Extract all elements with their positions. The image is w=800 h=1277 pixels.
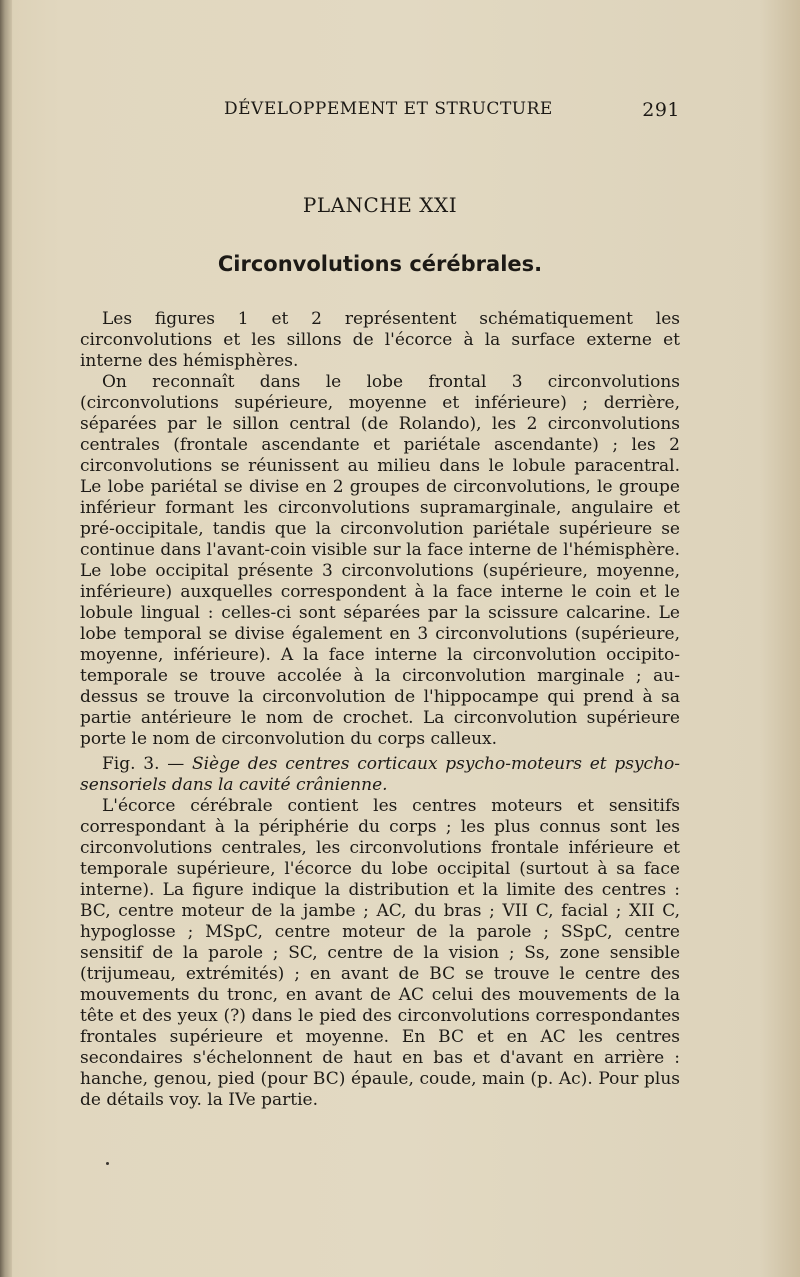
page-number: 291 [642, 99, 680, 121]
plate-title: PLANCHE XXI [302, 193, 458, 217]
running-title: DÉVELOPPEMENT ET STRUCTURE [224, 99, 553, 119]
figure-3-caption [80, 754, 680, 796]
figure-3-title: Siège des centres corticaux psycho-moteurs et psycho-sensoriels dans la cavité crânienne. [80, 754, 681, 795]
section-title: Circonvolutions cérébrales. [217, 252, 543, 276]
paragraph-figures-intro: Les figures 1 et 2 représentent schématiquement les circonvolutions et les sillons de l'écorce à la surface externe et interne des hémisphères. [80, 309, 680, 371]
body-text [80, 309, 680, 1111]
paragraph-cortical-centres: L'écorce cérébrale contient les centres moteurs et sensitifs correspondant à la périphérie du corps ; les plus connus sont les circonvolutions centrales, les circonvolutions frontale inférieure et temporale supérieure, l'écorce du lobe occipital (surtout à sa face interne). La figure indique la distribution et la limite des centres : BC, centre moteur de la jambe ; AC, du bras ; VII C, facial ; XII C, hypoglosse ; MSpC, centre moteur de la parole ; SSpC, centre sensitif de la parole ; SC, centre de la vision ; Ss, zone sensible (trijumeau, extrémités) ; en avant de BC se trouve le centre des mouvements du tronc, en avant de AC celui des mouvements de la tête et des yeux (?) dans le pied des circonvolutions correspondantes frontales supérieure et moyenne. En BC et en AC les centres secondaires s'échelonnent de haut en bas et d'avant en arrière : hanche, genou, pied (pour BC) épaule, coude, main (p. Ac). Pour plus de détails voy. la IVe partie. [80, 796, 680, 1110]
figure-3-label: Fig. 3. — [102, 754, 185, 774]
ink-speck [106, 1162, 109, 1165]
running-head [80, 99, 680, 123]
paragraph-lobes: On reconnaît dans le lobe frontal 3 circonvolutions (circonvolutions supérieure, moyenne et inférieure) ; derrière, séparées par le sillon central (de Rolando), les 2 circonvolutions centrales (frontale ascendante et pariétale ascendante) ; les 2 circonvolutions se réunissent au milieu dans le lobule paracentral. Le lobe pariétal se divise en 2 groupes de circonvolutions, le groupe inférieur formant les circonvolutions supramarginale, angulaire et pré-occipitale, tandis que la circonvolution pariétale supérieure se continue dans l'avant-coin visible sur la face interne de l'hémisphère. Le lobe occipital présente 3 circonvolutions (supérieure, moyenne, inférieure) auxquelles correspondent à la face interne le coin et le lobule lingual : celles-ci sont séparées par la scissure calcarine. Le lobe temporal se divise également en 3 circonvolutions (supérieure, moyenne, inférieure). A la face interne la circonvolution occipito-temporale se trouve accolée à la circonvolution marginale ; au-dessus se trouve la circonvolution de l'hippocampe qui prend à sa partie antérieure le nom de crochet. La circonvolution supérieure porte le nom de circonvolution du corps calleux. [80, 372, 680, 749]
